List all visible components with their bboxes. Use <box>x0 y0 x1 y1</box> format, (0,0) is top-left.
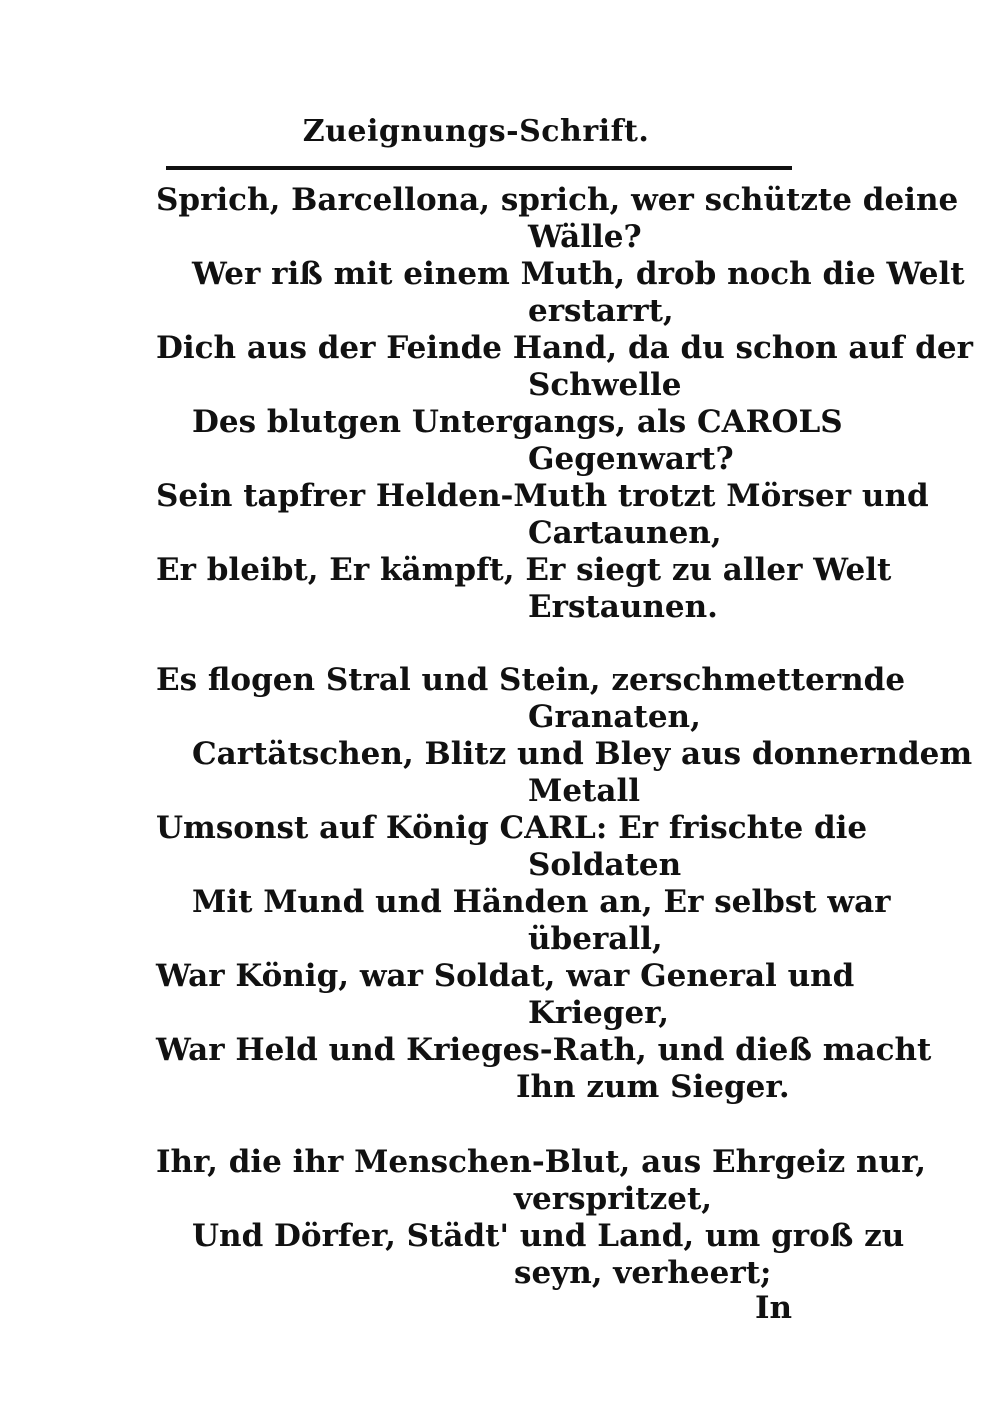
verse-line-continuation: Metall <box>528 773 640 809</box>
verse-line: Es flogen Stral und Stein, zerschmetternde <box>156 662 906 698</box>
verse-line-continuation: verspritzet, <box>514 1181 713 1217</box>
catchword: In <box>754 1290 792 1326</box>
verse-line: Ihr, die ihr Menschen-Blut, aus Ehrgeiz nur, <box>156 1144 926 1180</box>
verse-line: Und Dörfer, Städt' und Land, um groß zu <box>192 1218 905 1254</box>
verse-line: War König, war Soldat, war General und <box>156 958 855 994</box>
verse-line: Er bleibt, Er kämpft, Er siegt zu aller Welt <box>156 552 892 588</box>
verse-line-continuation: überall, <box>528 921 663 957</box>
verse-line-continuation: seyn, verheert; <box>514 1255 772 1291</box>
verse-line-continuation: Wälle? <box>528 219 642 255</box>
verse-line-continuation: Soldaten <box>528 847 682 883</box>
verse-line: Sprich, Barcellona, sprich, wer schützte deine <box>156 182 959 218</box>
verse-line: Umsonst auf König CARL: Er frischte die <box>156 810 868 846</box>
verse-line-continuation: Krieger, <box>528 995 670 1031</box>
verse-line-continuation: Schwelle <box>528 367 682 403</box>
verse-line-continuation: Ihn zum Sieger. <box>516 1069 790 1105</box>
verse-line-continuation: Cartaunen, <box>528 515 722 551</box>
verse-line-continuation: Erstaunen. <box>528 589 718 625</box>
verse-line: Cartätschen, Blitz und Bley aus donnerndem <box>192 736 973 772</box>
verse-line-continuation: Granaten, <box>528 699 701 735</box>
verse-line-continuation: erstarrt, <box>528 293 674 329</box>
verse-line: Mit Mund und Händen an, Er selbst war <box>192 884 891 920</box>
verse-line-continuation: Gegenwart? <box>528 441 734 477</box>
verse-line: Des blutgen Untergangs, als CAROLS <box>192 404 843 440</box>
verse-line: Dich aus der Feinde Hand, da du schon auf der <box>156 330 973 366</box>
running-head: Zueignungs-Schrift. <box>302 114 650 149</box>
verse-line: Sein tapfrer Helden-Muth trotzt Mörser und <box>156 478 929 514</box>
verse-line: Wer riß mit einem Muth, drob noch die Welt <box>192 256 965 292</box>
header-rule <box>166 166 792 170</box>
verse-line: War Held und Krieges-Rath, und dieß macht <box>156 1032 932 1068</box>
